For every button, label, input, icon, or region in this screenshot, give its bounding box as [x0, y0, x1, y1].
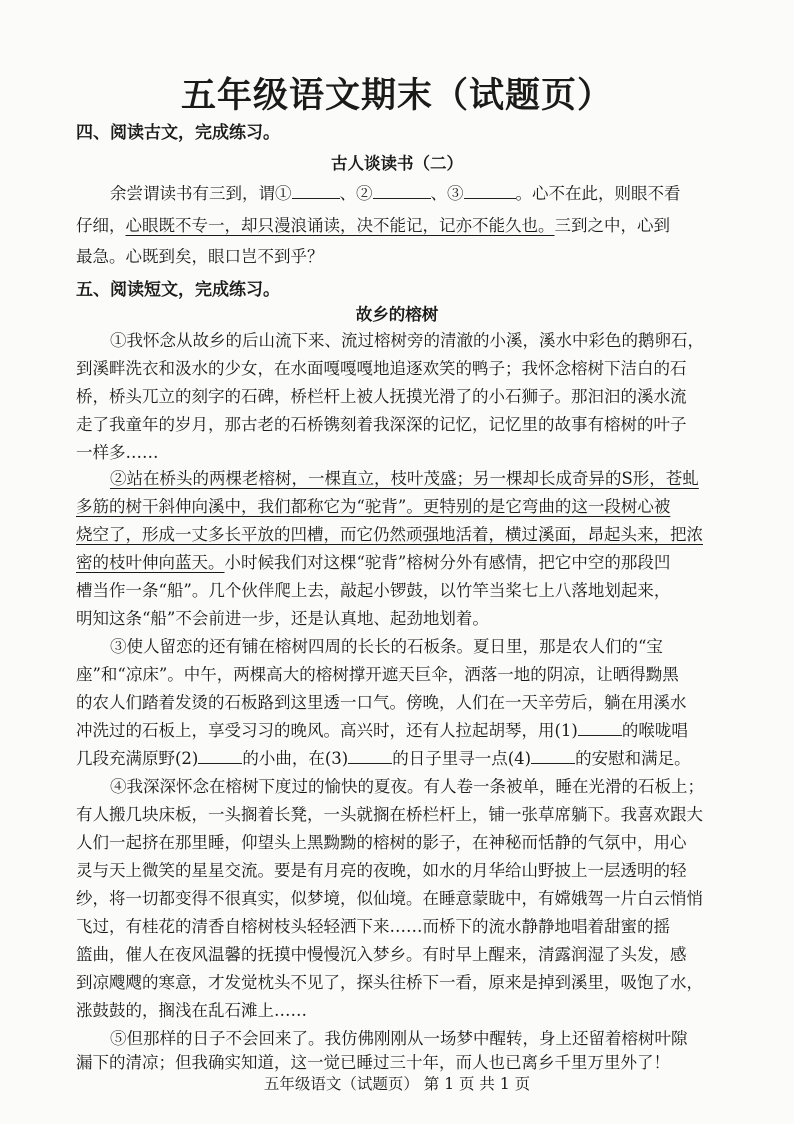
- blank-label: (2): [175, 749, 199, 768]
- para3-line: 的农人们踏着发烫的石板路到这里透一口气。傍晚，人们在一天辛劳后，躺在用溪水: [76, 693, 687, 712]
- section-4-heading: 四、阅读古文，完成练习。: [76, 123, 280, 143]
- underlined-sentence: 烧空了，形成一丈多长平放的凹槽，而它仍然顽强地活着，横过溪面，昂起头来，把浓: [76, 525, 703, 544]
- blank-label: (1): [554, 721, 578, 740]
- para2-line: [110, 465, 736, 489]
- para3-line: 几段充满原野(2) 的小曲，在(3) 的日子里寻一点(4) 的安慰和满足。: [76, 749, 691, 768]
- para3-line: 座”和“凉床”。中午，两棵高大的榕树撑开遮天巨伞，洒落一地的阴凉，让晒得黝黑: [76, 665, 679, 684]
- para4-line: 灵与天上微笑的星星交流。要是有月亮的夜晚，如水的月华给山野披上一层透明的轻: [76, 861, 687, 880]
- para5-line: ⑤但那样的日子不会回来了。我仿佛刚刚从一场梦中醒转，身上还留着榕树叶隙: [110, 1029, 688, 1048]
- para4-line: 人们一起挤在那里睡，仰望头上黑黝黝的榕树的影子，在神秘而恬静的气氛中，用心: [76, 833, 687, 852]
- para4-line: 涨鼓鼓的，搁浅在乱石滩上……: [76, 1001, 307, 1020]
- answer-blank-3[interactable]: [464, 182, 516, 199]
- para2-line: 明知这条“船”不会前进一步，还是认真地、起劲地划着。: [76, 609, 489, 628]
- para4-line: 篮曲，催人在夜风温馨的抚摸中慢慢沉入梦乡。有时早上醒来，清露润湿了头发，感: [76, 945, 687, 964]
- para4-line: 到凉飕飕的寒意，才发觉枕头不见了，探头往桥下一看，原来是掉到溪里，吸饱了水，: [76, 973, 703, 992]
- passage-title: 故乡的榕树: [355, 305, 439, 324]
- classical-line-1: 余尝谓读书有三到，谓① 、② 、③ 。心不在此，则眼不看: [110, 184, 681, 203]
- underlined-classical-sentence: 心眼既不专一，却只漫浪诵读，决不能记，记亦不能久也。: [125, 216, 555, 235]
- para2-line: [76, 521, 736, 545]
- underlined-sentence: ②站在桥头的两棵老榕树，一棵直立，枝叶茂盛；另一棵却长成奇异的S形，苍虬: [110, 469, 699, 488]
- section-5-heading: 五、阅读短文，完成练习。: [76, 280, 280, 300]
- answer-blank-1[interactable]: [292, 182, 340, 199]
- classical-line-3: 最急。心既到矣，眼口岂不到乎？: [76, 247, 324, 266]
- para4-line: ④我深深怀念在榕树下度过的愉快的夏夜。有人卷一条被单，睡在光滑的石板上；: [110, 777, 704, 796]
- para4-line: 有人搬几块床板，一头搁着长凳，一头就搁在桥栏杆上，铺一张草席躺下。我喜欢跟大: [76, 805, 703, 824]
- answer-blank-6[interactable]: [348, 747, 392, 764]
- para5-line: 漏下的清凉；但我确实知道，这一觉已睡过三十年，而人也已离乡千里万里外了！: [76, 1053, 670, 1072]
- classical-passage-title: 古人谈读书（二）: [331, 154, 463, 173]
- underlined-sentence: 多筋的树干斜伸向溪中，我们都称它为“驼背”。更特别的是它弯曲的这一段树心被: [76, 497, 671, 516]
- para1-line: ①我怀念从故乡的后山流下来、流过榕树旁的清澈的小溪，溪水中彩色的鹅卵石，: [110, 331, 704, 350]
- para3-line: 冲洗过的石板上，享受习习的晚风。高兴时，还有人拉起胡琴，用(1) 的喉咙唱: [76, 721, 688, 740]
- blank-label: (3): [324, 749, 349, 768]
- classical-line-2: 仔细，心眼既不专一，却只漫浪诵读，决不能记，记亦不能久也。三到之中，心到: [76, 216, 670, 235]
- answer-blank-5[interactable]: [198, 747, 242, 764]
- para2-line: [76, 493, 736, 517]
- page-footer: 五年级语文（试题页） 第 1 页 共 1 页: [263, 1075, 531, 1093]
- para4-line: 飞过，有桂花的清香自榕树枝头轻轻洒下来……而桥下的流水静静地唱着甜蜜的摇: [76, 917, 670, 936]
- answer-blank-7[interactable]: [531, 747, 575, 764]
- answer-blank-2[interactable]: [373, 182, 431, 199]
- para1-line: 到溪畔洗衣和汲水的少女，在水面嘎嘎嘎地追逐欢笑的鸭子；我怀念榕树下洁白的石: [76, 359, 687, 378]
- underlined-sentence: 密的枝叶伸向蓝天。: [76, 553, 225, 572]
- para4-line: 纱，将一切都变得不很真实，似梦境，似仙境。在睡意蒙眬中，有嫦娥驾一片白云悄悄: [76, 889, 703, 908]
- para3-line: ③使人留恋的还有铺在榕树四周的长长的石板条。夏日里，那是农人们的“宝: [110, 637, 663, 656]
- para1-line: 一样多……: [76, 443, 159, 462]
- answer-blank-4[interactable]: [578, 719, 622, 736]
- page-title: 五年级语文期末（试题页）: [180, 76, 613, 116]
- blank-label: (4): [507, 749, 532, 768]
- para2-line: 密的枝叶伸向蓝天。小时候我们对这棵“驼背”榕树分外有感情，把它中空的那段凹: [76, 553, 671, 572]
- para1-line: 走了我童年的岁月，那古老的石桥镌刻着我深深的记忆，记忆里的故事有榕树的叶子: [76, 415, 687, 434]
- para2-line: 槽当作一条“船”。几个伙伴爬上去，敲起小锣鼓，以竹竿当桨七上八落地划起来，: [76, 581, 671, 600]
- para1-line: 桥，桥头兀立的刻字的石碑，桥栏杆上被人抚摸光滑了的小石狮子。那汩汩的溪水流: [76, 387, 687, 406]
